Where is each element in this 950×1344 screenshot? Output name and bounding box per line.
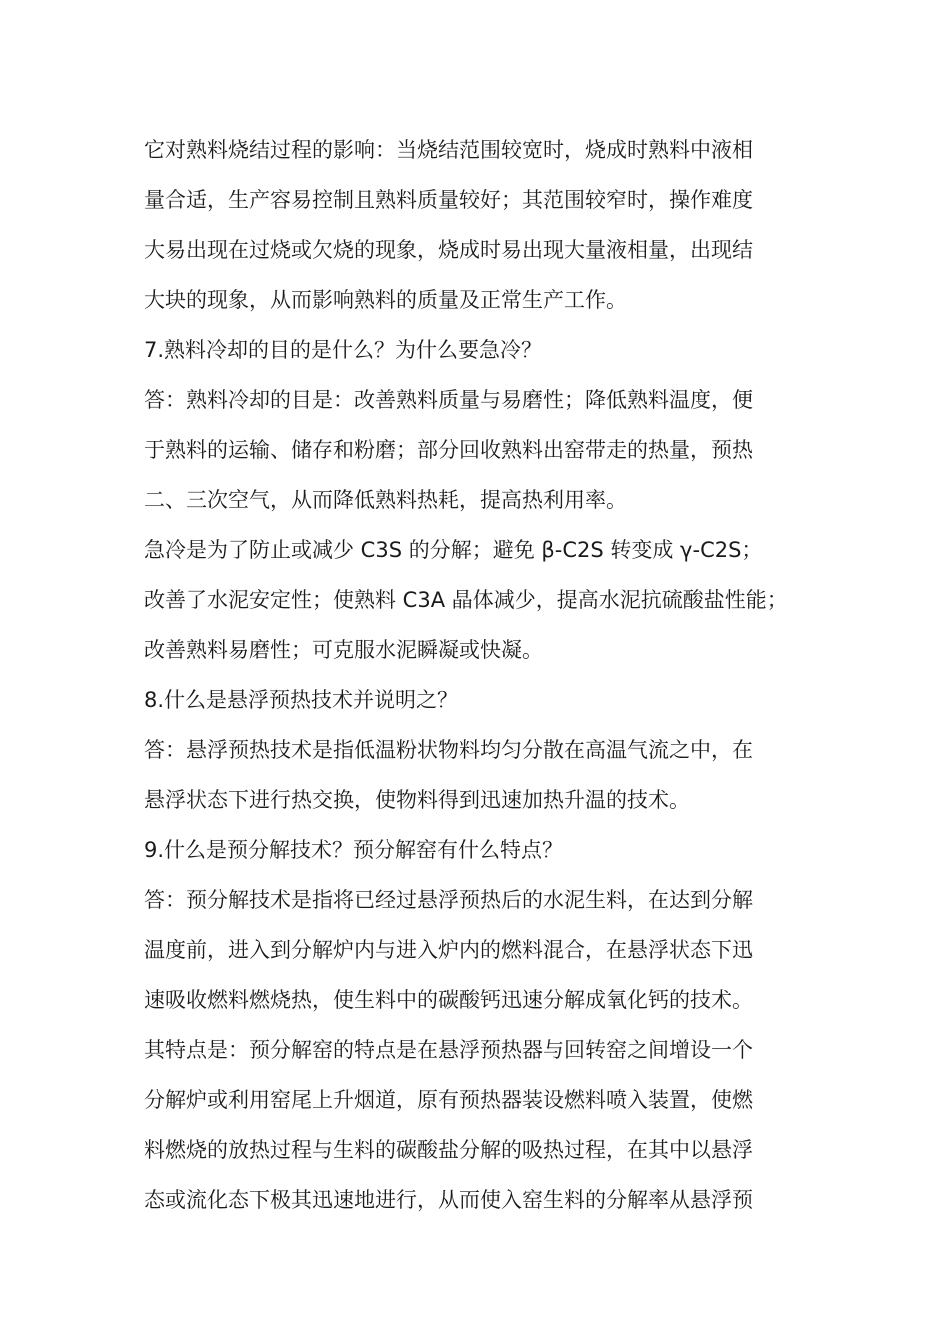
question-heading: 9.什么是预分解技术？预分解窑有什么特点？ [144, 838, 564, 862]
text-line: 二、三次空气，从而降低熟料热耗，提高热利用率。 [144, 488, 627, 512]
text-line: 其特点是：预分解窑的特点是在悬浮预热器与回转窑之间增设一个 [144, 1038, 753, 1062]
text-line: 温度前，进入到分解炉内与进入炉内的燃料混合，在悬浮状态下迅 [144, 938, 753, 962]
text-line: 它对熟料烧结过程的影响：当烧结范围较宽时，烧成时熟料中液相 [144, 138, 753, 162]
answer-line: 答：熟料冷却的目是：改善熟料质量与易磨性；降低熟料温度，便 [144, 388, 753, 412]
text-line: 料燃烧的放热过程与生料的碳酸盐分解的吸热过程，在其中以悬浮 [144, 1138, 753, 1162]
answer-line: 答：预分解技术是指将已经过悬浮预热后的水泥生料，在达到分解 [144, 888, 753, 912]
text-line: 悬浮状态下进行热交换，使物料得到迅速加热升温的技术。 [144, 788, 690, 812]
text-line: 速吸收燃料燃烧热，使生料中的碳酸钙迅速分解成氧化钙的技术。 [144, 988, 753, 1012]
text-line: 改善熟料易磨性；可克服水泥瞬凝或快凝。 [144, 638, 543, 662]
text-line: 于熟料的运输、储存和粉磨；部分回收熟料出窑带走的热量，预热 [144, 438, 753, 462]
question-heading: 7.熟料冷却的目的是什么？为什么要急冷？ [144, 338, 543, 362]
text-line: 改善了水泥安定性；使熟料 C3A 晶体减少，提高水泥抗硫酸盐性能； [144, 588, 788, 612]
text-line: 量合适，生产容易控制且熟料质量较好；其范围较窄时，操作难度 [144, 188, 753, 212]
text-line: 态或流化态下极其迅速地进行，从而使入窑生料的分解率从悬浮预 [144, 1188, 753, 1212]
text-line: 急冷是为了防止或减少 C3S 的分解；避免 β-C2S 转变成 γ-C2S； [144, 538, 763, 562]
text-line: 大易出现在过烧或欠烧的现象，烧成时易出现大量液相量，出现结 [144, 238, 753, 262]
answer-line: 答：悬浮预热技术是指低温粉状物料均匀分散在高温气流之中，在 [144, 738, 753, 762]
text-line: 分解炉或利用窑尾上升烟道，原有预热器装设燃料喷入装置，使燃 [144, 1088, 753, 1112]
question-heading: 8.什么是悬浮预热技术并说明之？ [144, 688, 459, 712]
text-line: 大块的现象，从而影响熟料的质量及正常生产工作。 [144, 288, 627, 312]
